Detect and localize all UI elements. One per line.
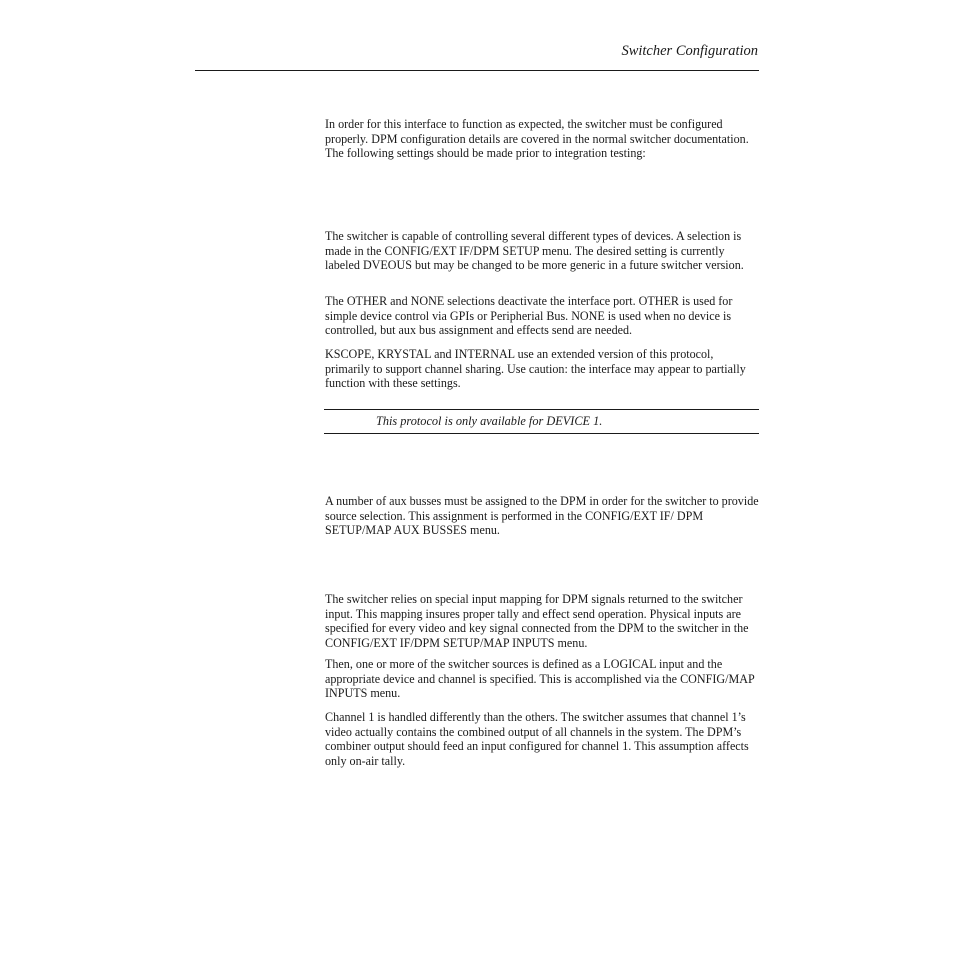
device-type-paragraph-2: The OTHER and NONE selections deactivate the interface port. OTHER is used for simple device control via GPIs or Peripherial Bus. NONE is used when no device is controlled, but aux bus assignment and effects send are needed. xyxy=(325,294,733,338)
intro-paragraph: In order for this interface to function as expected, the switcher must be configured properly. DPM configuration details are covered in the normal switcher documentation. The following settings should be made prior to integration testing: xyxy=(325,117,749,161)
note-box xyxy=(324,409,759,434)
header-rule xyxy=(195,70,759,71)
device-type-paragraph-3: KSCOPE, KRYSTAL and INTERNAL use an extended version of this protocol, primarily to support channel sharing. Use caution: the interface may appear to partially function with these settings. xyxy=(325,347,746,391)
input-mapping-paragraph-1: The switcher relies on special input mapping for DPM signals returned to the switcher input. This mapping insures proper tally and effect send operation. Physical inputs are specified for every video and key signal connected from the DPM to the switcher in the CONFIG/EXT IF/DPM SETUP/MAP INPUTS menu. xyxy=(325,592,749,650)
note-text: This protocol is only available for DEVICE 1. xyxy=(376,414,603,428)
running-header-title: Switcher Configuration xyxy=(621,43,758,59)
device-type-paragraph-1: The switcher is capable of controlling several different types of devices. A selection is made in the CONFIG/EXT IF/DPM SETUP menu. The desired setting is currently labeled DVEOUS but may be changed to be more generic in a future switcher version. xyxy=(325,229,744,273)
input-mapping-paragraph-3: Channel 1 is handled differently than the others. The switcher assumes that channel 1’s video actually contains the combined output of all channels in the system. The DPM’s combiner output should feed an input configured for channel 1. This assumption affects only on-air tally. xyxy=(325,710,749,768)
aux-bus-paragraph: A number of aux busses must be assigned to the DPM in order for the switcher to provide source selection. This assignment is performed in the CONFIG/EXT IF/ DPM SETUP/MAP AUX BUSSES menu. xyxy=(325,494,759,538)
input-mapping-paragraph-2: Then, one or more of the switcher sources is defined as a LOGICAL input and the appropriate device and channel is specified. This is accomplished via the CONFIG/MAP INPUTS menu. xyxy=(325,657,755,701)
